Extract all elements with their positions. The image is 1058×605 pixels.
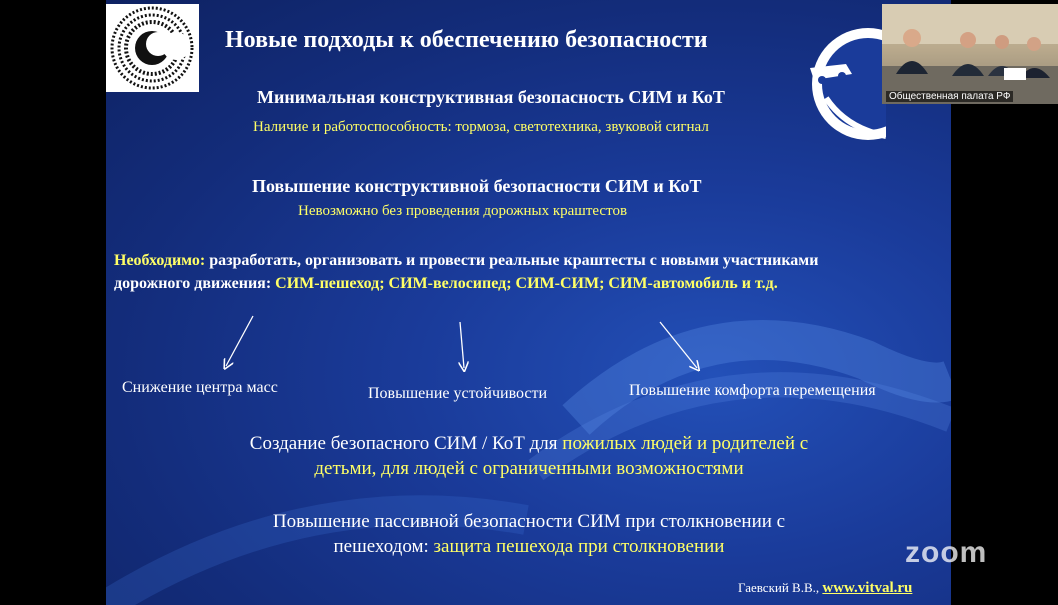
necessity-list: СИМ-пешеход; СИМ-велосипед; СИМ-СИМ; СИМ-автомобиль и т.д. xyxy=(275,275,778,292)
participant-video[interactable] xyxy=(882,4,1058,104)
creation-yellow1: пожилых людей и родителей с xyxy=(562,433,809,454)
logo-right xyxy=(806,18,886,150)
participant-video-feed xyxy=(882,4,1058,104)
website-link[interactable]: www.vitval.ru xyxy=(822,580,913,596)
creation-white: Создание безопасного СИМ / КоТ для xyxy=(249,433,563,454)
participant-name-label: Общественная палата РФ xyxy=(886,91,1013,102)
section1-detail: Наличие и работоспособность: тормоза, светотехника, звуковой сигнал xyxy=(253,119,709,135)
necessity-label: Необходимо: xyxy=(114,252,206,269)
necessity-text1: разработать, организовать и провести реальные краштесты с новыми участниками xyxy=(205,252,819,269)
author-name: Гаевский В.В., xyxy=(738,580,823,595)
section2-heading: Повышение конструктивной безопасности СИМ и КоТ xyxy=(252,176,702,196)
section2-detail: Невозможно без проведения дорожных краштестов xyxy=(298,203,628,219)
slide-title: Новые подходы к обеспечению безопасности xyxy=(225,27,708,53)
creation-line1 xyxy=(0,433,1058,455)
author-credit xyxy=(738,580,912,597)
creation-line2: детьми, для людей с ограниченными возможностями xyxy=(314,458,744,479)
passive-line1: Повышение пассивной безопасности СИМ при столкновении с xyxy=(272,511,786,532)
necessity-line1 xyxy=(114,252,818,270)
branch-stability: Повышение устойчивости xyxy=(368,385,548,402)
passive-yellow2: защита пешехода при столкновении xyxy=(433,536,725,557)
necessity-line2 xyxy=(114,275,778,293)
passive-white2: пешеходом: xyxy=(333,536,434,557)
passive-line2 xyxy=(0,536,1058,558)
logo-left xyxy=(106,4,199,92)
branch-lower-center-of-mass: Снижение центра масс xyxy=(122,379,278,396)
section1-heading: Минимальная конструктивная безопасность СИМ и КоТ xyxy=(257,87,725,107)
branch-comfort: Повышение комфорта перемещения xyxy=(629,382,876,399)
zoom-watermark: zoom xyxy=(905,536,988,569)
necessity-text2: дорожного движения: xyxy=(114,275,276,292)
